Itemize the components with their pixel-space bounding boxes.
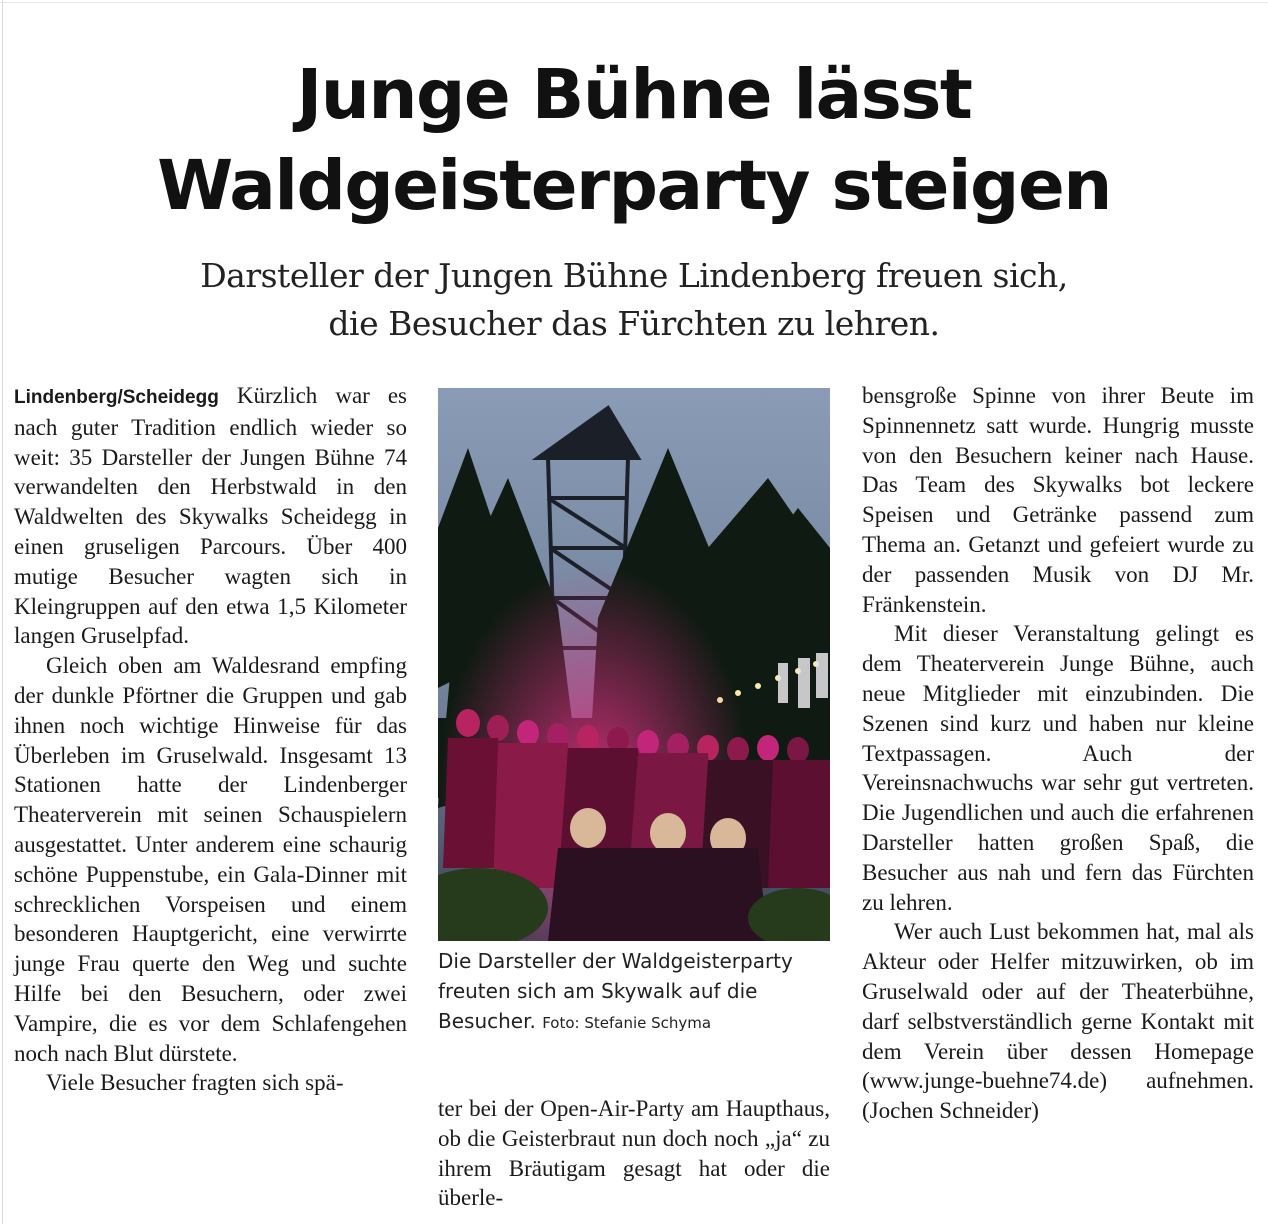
article-photo [438,388,830,941]
article-column-1 [14,381,407,1098]
page-border-top [0,2,1268,3]
paragraph-6: Mit dieser Veranstaltung gelingt es dem Theaterverein Junge Bühne, auch neue Mitglieder mit einzubinden. Die Szenen sind kurz und haben nur kleine Textpassagen. Auch der Vereinsnachwuchs war sehr gut vertreten. Die Jugendlichen und auch die erfahrenen Darsteller hatten großen Spaß, die Besucher aus nah und fern das Fürchten zu lehren. [862,621,1254,915]
article-subheadline [0,252,1268,348]
paragraph-3: Viele Besucher fragten sich spä- [46,1070,344,1096]
photo-credit: Foto: Stefanie Schyma [542,1014,712,1032]
headline-line-1: Junge Bühne lässt [296,55,972,135]
article-headline [0,50,1268,232]
subheadline-line-1: Darsteller der Jungen Bühne Lindenberg freuen sich, [200,256,1068,295]
paragraph-7: Wer auch Lust bekommen hat, mal als Akteur oder Helfer mitzuwirken, ob im Gruselwald oder auf der Theaterbühne, darf selbstverständlich gerne Kontakt mit dem Verein über dessen Homepage (www.junge-buehne74.de) aufnehmen. (Jochen Schneider) [862,919,1254,1124]
dateline: Lindenberg/Scheidegg [14,387,219,408]
photo-caption [438,946,830,1038]
article-column-2 [438,1094,830,1213]
caption-text: Die Darsteller der Waldgeisterparty freuten sich am Skywalk auf die Besucher. [438,949,793,1033]
headline-line-2: Waldgeisterparty steigen [157,146,1111,226]
article-column-3 [862,381,1254,1126]
paragraph-4: ter bei der Open-Air-Party am Haupthaus, ob die Geisterbraut nun doch noch „ja“ zu ihrem Bräutigam gesagt hat oder die überle- [438,1096,830,1211]
paragraph-5: bensgroße Spinne von ihrer Beute im Spinnennetz satt wurde. Hungrig musste von den Besuchern keiner nach Hause. Das Team des Skywalks bot leckere Speisen und Getränke passend zum Thema an. Getanzt und gefeiert wurde zu der passenden Musik von DJ Mr. Fränkenstein. [862,383,1254,617]
paragraph-2: Gleich oben am Waldesrand empfing der dunkle Pförtner die Gruppen und gab ihnen noch wichtige Hinweise für das Überleben im Gruselwald. Insgesamt 13 Stationen hatte der Lindenberger Theaterverein mit seinen Schauspielern ausgestattet. Unter anderem eine schaurig schöne Puppenstube, ein Gala-Dinner mit schrecklichen Vorspeisen und einem besonderen Hauptgericht, eine verwirrte junge Frau querte den Weg und suchte Hilfe bei den Besuchern, oder zwei Vampire, die es vor dem Schlafengehen noch nach Blut dürstete. [14,653,407,1066]
photo-illustration [438,388,830,941]
paragraph-1 [14,381,407,651]
paragraph-1-text: Kürzlich war es nach guter Tradition endlich wieder so weit: 35 Darsteller der Jungen Bühne 74 verwandelten den Herbstwald in den Waldwelten des Skywalks Scheidegg in einen gruseligen Parcours. Über 400 mutige Besucher wagten sich in Kleingruppen auf den etwa 1,5 Kilometer langen Gruselpfad. [14,383,407,649]
subheadline-line-2: die Besucher das Fürchten zu lehren. [328,304,940,343]
